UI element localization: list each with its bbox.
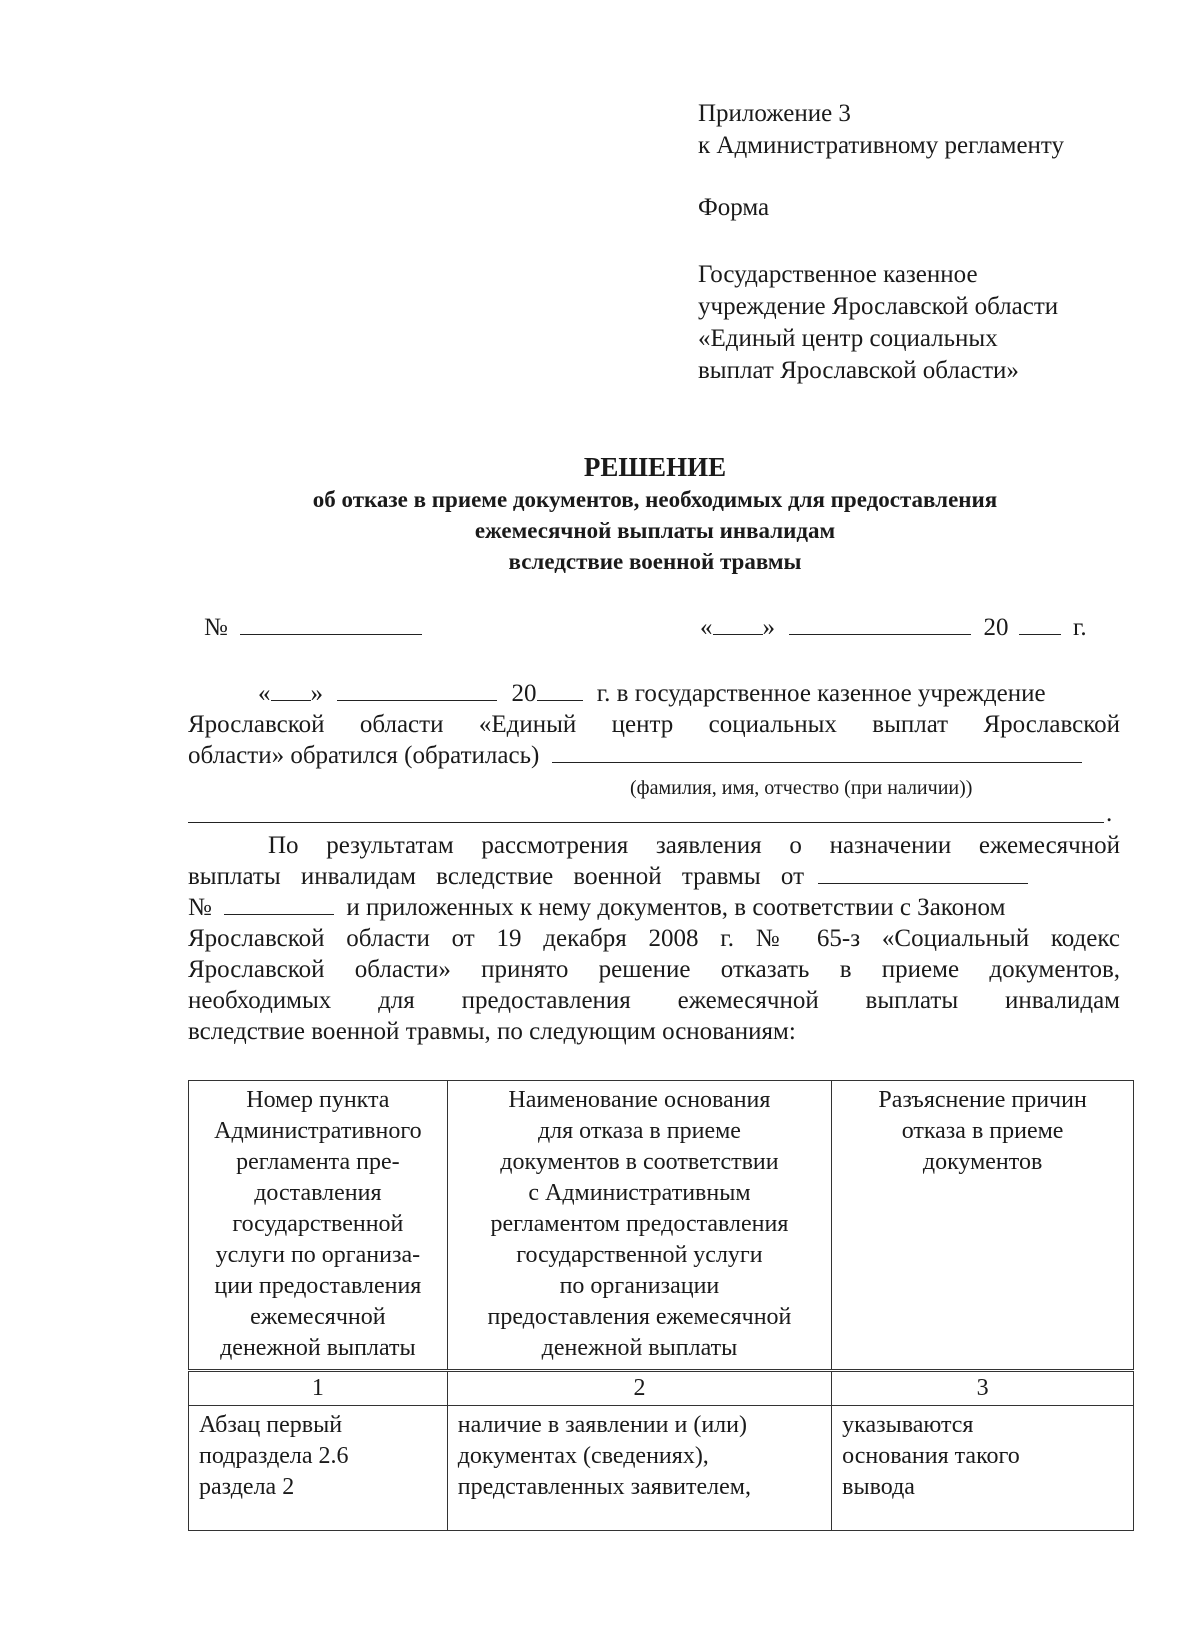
column-number-2: 2 <box>447 1371 831 1406</box>
column-number-3: 3 <box>832 1371 1134 1406</box>
decision-date <box>700 612 1087 643</box>
org-line-2: учреждение Ярославской области <box>698 293 1059 320</box>
p1-month-blank[interactable] <box>337 678 497 701</box>
year-prefix: 20 <box>983 614 1009 641</box>
title-main: РЕШЕНИЕ <box>583 452 727 482</box>
p2-line2-text: выплаты инвалидам вследствие военной травмы от <box>188 863 805 890</box>
para1-line-2: Ярославской области «Единый центр социальных выплат Ярославской <box>188 711 1120 738</box>
p1-line1-rest: г. в государственное казенное учреждение <box>596 680 1046 707</box>
org-line-3: «Единый центр социальных <box>698 325 998 352</box>
para1-line-1 <box>188 678 1120 709</box>
p1-quote-close: » <box>310 680 323 707</box>
p1-line3-text: области» обратился (обратилась) <box>188 742 540 769</box>
appendix-header <box>698 98 1168 387</box>
para2-line-7: вследствие военной травмы, по следующим основаниям: <box>188 1018 796 1045</box>
org-line-1: Государственное казенное <box>698 261 978 288</box>
paragraph-decision <box>188 830 1120 1047</box>
table-number-row <box>189 1371 1134 1406</box>
para2-line-2 <box>188 861 1120 892</box>
paragraph-applicant <box>188 678 1120 771</box>
appendix-line-1: Приложение 3 <box>698 100 851 127</box>
para2-line-5: Ярославской области» принято решение отказать в приеме документов, <box>188 956 1120 983</box>
column-number-1: 1 <box>189 1371 448 1406</box>
p1-year-prefix: 20 <box>511 680 537 707</box>
para1-line-3 <box>188 740 1120 771</box>
application-number-blank[interactable] <box>224 892 334 915</box>
date-quote-open: « <box>700 614 713 641</box>
applicant-name-caption: (фамилия, имя, отчество (при наличии)) <box>630 777 973 799</box>
p1-day-blank[interactable] <box>271 678 311 701</box>
title-sub-1: об отказе в приеме документов, необходимых для предоставления <box>312 487 998 512</box>
year-blank[interactable] <box>1019 612 1061 635</box>
org-line-4: выплат Ярославской области» <box>698 357 1019 384</box>
row-cell-1: Абзац первый подраздела 2.6 раздела 2 <box>189 1406 448 1531</box>
header-cell-2: Наименование основания для отказа в приеме документов в соответствии с Административным регламентом предоставления государственной услуги по организации предоставления ежемесячной денежной выплаты <box>447 1081 831 1371</box>
p2-line3-rest: и приложенных к нему документов, в соответствии с Законом <box>346 894 1006 921</box>
day-blank[interactable] <box>713 612 763 635</box>
row-cell-2: наличие в заявлении и (или) документах (сведениях), представленных заявителем, <box>447 1406 831 1531</box>
date-quote-close: » <box>762 614 775 641</box>
month-blank[interactable] <box>789 612 971 635</box>
para2-line-4: Ярославской области от 19 декабря 2008 г. № 65-з «Социальный кодекс <box>188 925 1120 952</box>
title-sub-2: ежемесячной выплаты инвалидам <box>474 518 836 543</box>
title-sub-3: вследствие военной травмы <box>508 549 802 574</box>
decision-title <box>180 450 1130 577</box>
table-row <box>189 1406 1134 1531</box>
p1-year-blank[interactable] <box>537 678 583 701</box>
form-label: Форма <box>698 194 770 221</box>
end-dot: . <box>1106 800 1113 827</box>
row-cell-3: указываются основания такого вывода <box>832 1406 1134 1531</box>
header-cell-1: Номер пункта Административного регламента пре- доставления государственной услуги по организа- ции предоставления ежемесячной денежной выплаты <box>189 1081 448 1371</box>
applicant-name-blank[interactable] <box>552 740 1082 763</box>
refusal-grounds-table <box>188 1080 1134 1531</box>
appendix-line-2: к Административному регламенту <box>698 132 1065 159</box>
p2-number-sign: № <box>188 894 212 921</box>
header-cell-3: Разъяснение причин отказа в приеме документов <box>832 1081 1134 1371</box>
para2-line-1: По результатам рассмотрения заявления о назначении ежемесячной <box>268 832 1120 859</box>
para2-line-3 <box>188 892 1120 923</box>
number-sign: № <box>204 614 228 641</box>
application-date-blank[interactable] <box>818 861 1028 884</box>
applicant-name-continuation-line[interactable] <box>188 822 1104 823</box>
year-suffix: г. <box>1073 614 1087 641</box>
table-header-row <box>189 1081 1134 1371</box>
p1-quote-open: « <box>258 680 271 707</box>
para2-line-6: необходимых для предоставления ежемесячной выплаты инвалидам <box>188 987 1120 1014</box>
decision-number <box>204 612 422 643</box>
number-blank[interactable] <box>240 612 422 635</box>
